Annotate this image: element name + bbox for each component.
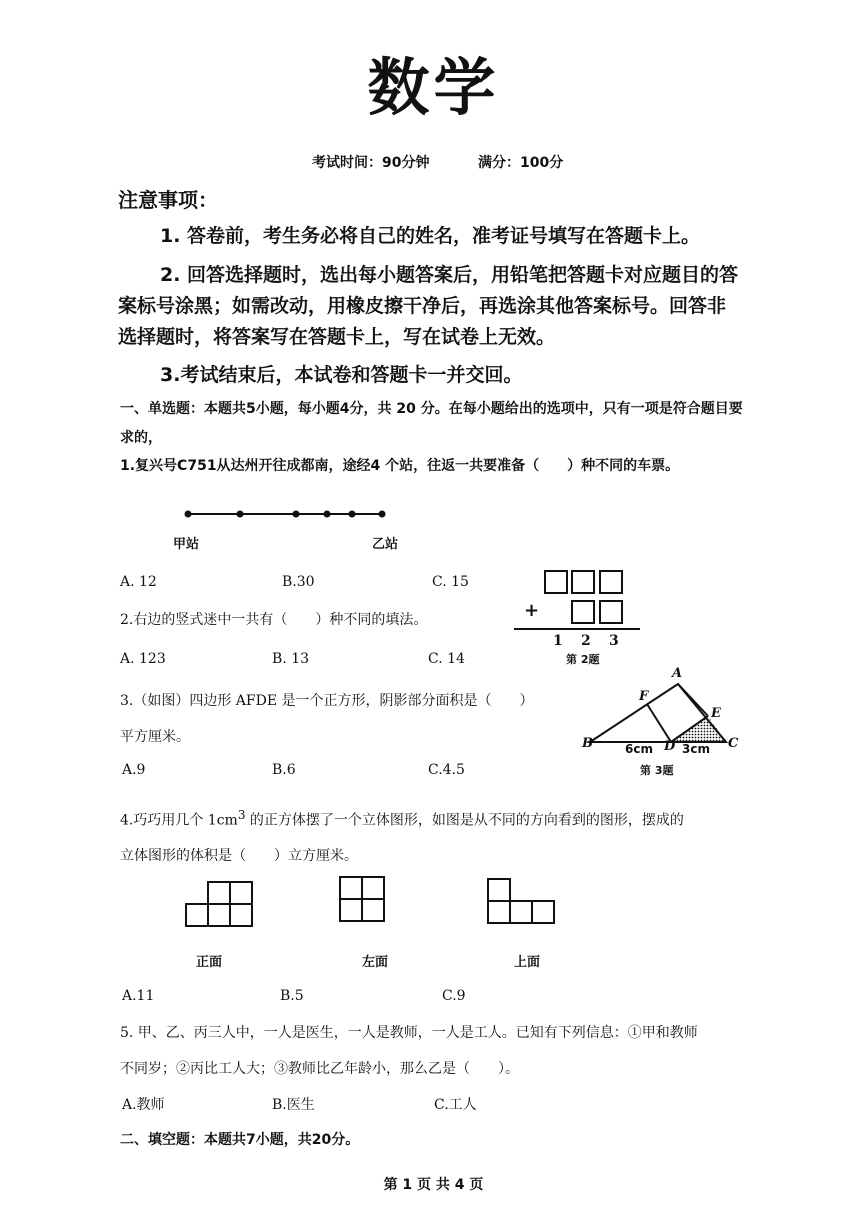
q1-route-diagram xyxy=(180,505,390,525)
q3-caption: 第 3题 xyxy=(640,764,674,777)
q4-option-c: C.9 xyxy=(442,988,466,1004)
q4-option-a: A.11 xyxy=(122,988,155,1004)
q4-front-view xyxy=(184,880,256,930)
exam-time: 考试时间：90分钟 xyxy=(312,155,430,171)
q2-option-b: B. 13 xyxy=(272,651,310,667)
q1-option-a: A. 12 xyxy=(120,574,157,590)
q3-label-b: B xyxy=(582,736,593,751)
q3-label-c: C xyxy=(728,736,739,751)
notice-item-2: 2. 回答选择题时，选出每小题答案后，用铅笔把答题卡对应题目的答 xyxy=(160,264,739,286)
q4-view-label-top: 上面 xyxy=(514,955,541,970)
q4-text-2: 立体图形的体积是（ ）立方厘米。 xyxy=(120,848,358,864)
q3-length-bd: 6cm xyxy=(625,742,653,756)
q1-station-start: 甲站 xyxy=(173,537,200,552)
q3-option-a: A.9 xyxy=(122,762,146,778)
q3-label-f: F xyxy=(639,689,649,704)
q5-option-c: C.工人 xyxy=(434,1097,477,1113)
q5-text: 5. 甲、乙、丙三人中，一人是医生，一人是教师，一人是工人。已知有下列信息：①甲和教师 xyxy=(120,1025,698,1041)
q2-result-digit-3: 3 xyxy=(609,633,619,649)
q1-station-end: 乙站 xyxy=(372,537,399,552)
q5-option-b: B.医生 xyxy=(272,1097,315,1113)
q3-length-dc: 3cm xyxy=(682,742,710,756)
q2-option-c: C. 14 xyxy=(428,651,465,667)
q5-option-a: A.教师 xyxy=(122,1097,165,1113)
exam-score: 满分：100分 xyxy=(478,155,564,171)
q5-text-2: 不同岁；②丙比工人大；③教师比乙年龄小，那么乙是（ ）。 xyxy=(120,1061,519,1077)
q1-option-b: B.30 xyxy=(282,574,315,590)
q4-view-label-front: 正面 xyxy=(196,955,223,970)
q3-label-e: E xyxy=(711,706,721,721)
q3-label-d: D xyxy=(664,739,676,754)
q3-label-a: A xyxy=(672,666,683,681)
q4-text: 4.巧巧用几个 $1cm^3$ 的正方体摆了一个立体图形，如图是从不同的方向看到的图形，摆成的 xyxy=(120,808,684,829)
q4-option-b: B.5 xyxy=(280,988,304,1004)
notice-item-2-cont2: 选择题时，将答案写在答题卡上，写在试卷上无效。 xyxy=(118,326,556,348)
q2-result-digit-1: 1 xyxy=(553,633,563,649)
q2-plus-sign: + xyxy=(524,600,540,621)
q1-text: 1.复兴号C751从达州开往成都南，途经4 个站，往返一共要准备（ ）种不同的车票。 xyxy=(120,458,680,474)
q2-caption: 第 2题 xyxy=(566,653,600,666)
page-title: 数学 xyxy=(367,51,500,124)
notice-item-2-cont: 案标号涂黑；如需改动，用橡皮擦干净后，再选涂其他答案标号。回答非 xyxy=(118,295,727,317)
section1-line2: 求的， xyxy=(120,430,162,446)
notice-heading: 注意事项： xyxy=(118,188,218,212)
q3-option-c: C.4.5 xyxy=(428,762,465,778)
notice-item-1: 1. 答卷前，考生务必将自己的姓名，准考证号填写在答题卡上。 xyxy=(160,225,701,247)
q4-view-label-left: 左面 xyxy=(362,955,389,970)
q3-option-b: B.6 xyxy=(272,762,296,778)
q3-text: 3.（如图）四边形 AFDE 是一个正方形，阴影部分面积是（ ） xyxy=(120,693,534,709)
q4-left-view xyxy=(338,873,388,925)
section1-line1: 一、单选题：本题共5小题，每小题4分，共 20 分。在每小题给出的选项中，只有一项是符合题目要 xyxy=(120,401,743,417)
page-footer: 第 1 页 共 4 页 xyxy=(383,1177,484,1193)
q2-text: 2.右边的竖式迷中一共有（ ）种不同的填法。 xyxy=(120,612,428,628)
section2-heading: 二、填空题：本题共7小题，共20分。 xyxy=(120,1132,360,1148)
q2-result-digit-2: 2 xyxy=(581,633,591,649)
q4-top-view xyxy=(486,877,558,927)
q1-option-c: C. 15 xyxy=(432,574,469,590)
notice-item-3: 3.考试结束后，本试卷和答题卡一并交回。 xyxy=(160,364,523,386)
q3-text-2: 平方厘米。 xyxy=(120,729,190,745)
q2-option-a: A. 123 xyxy=(120,651,166,667)
